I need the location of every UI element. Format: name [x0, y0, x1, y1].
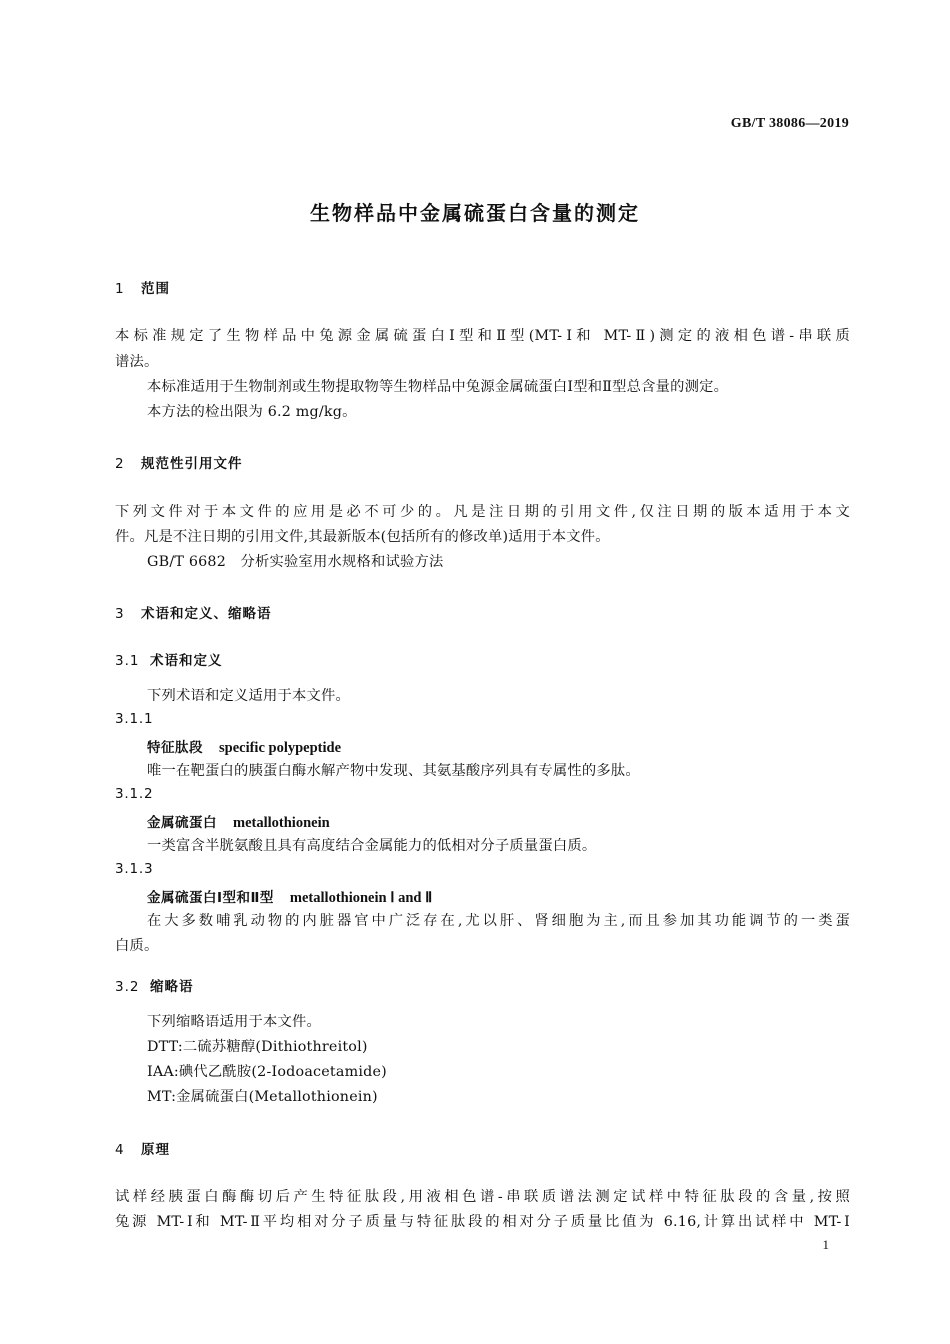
section-title: 规范性引用文件 [141, 456, 243, 472]
normative-reference: GB/T 6682 分析实验室用水规格和试验方法 [147, 554, 444, 570]
term-definition: 唯一在靶蛋白的胰蛋白酶水解产物中发现、其氨基酸序列具有专属性的多肽。 [147, 763, 640, 779]
section-1-heading [115, 277, 170, 297]
section-3-1-heading [115, 649, 223, 669]
term-en: metallothionein Ⅰ and Ⅱ [289, 890, 433, 906]
section-1-paragraph-3: 本方法的检出限为 6.2 mg/kg。 [147, 404, 357, 420]
term-zh: 特征肽段 [147, 740, 203, 756]
abbreviation-item: DTT:二硫苏糖醇(Dithiothreitol) [147, 1039, 368, 1055]
term-definition: 在大多数哺乳动物的内脏器官中广泛存在,尤以肝、肾细胞为主,而且参加其功能调节的一类蛋 [147, 913, 850, 929]
section-1-paragraph-1-cont: 谱法。 [115, 354, 159, 370]
section-number: 3.1 [115, 653, 140, 669]
term-en: specific polypeptide [219, 740, 342, 756]
term-zh: 金属硫蛋白Ⅰ型和Ⅱ型 [147, 890, 274, 906]
section-4-paragraph-1-cont: 兔源 MT-Ⅰ和 MT-Ⅱ平均相对分子质量与特征肽段的相对分子质量比值为 6.16,计算出试样中 MT-Ⅰ [115, 1214, 850, 1230]
page-number: 1 [822, 1237, 829, 1252]
section-title: 原理 [141, 1142, 170, 1158]
term-number: 3.1.2 [115, 786, 154, 802]
standard-code: GB/T 38086—2019 [730, 116, 849, 131]
section-3-2-heading [115, 975, 194, 995]
section-4-paragraph-1: 试样经胰蛋白酶酶切后产生特征肽段,用液相色谱-串联质谱法测定试样中特征肽段的含量,按照 [115, 1189, 850, 1205]
section-3-heading [115, 602, 272, 622]
abbreviation-item: MT:金属硫蛋白(Metallothionein) [147, 1089, 378, 1105]
section-number: 3.2 [115, 979, 140, 995]
section-title: 术语和定义、缩略语 [141, 606, 272, 622]
term-heading [147, 736, 341, 757]
section-2-paragraph-1: 下列文件对于本文件的应用是必不可少的。凡是注日期的引用文件,仅注日期的版本适用于本文 [115, 504, 850, 520]
abbreviation-item: IAA:碘代乙酰胺(2-Iodoacetamide) [147, 1064, 387, 1080]
term-definition-cont: 白质。 [115, 938, 159, 954]
abbreviations-intro: 下列缩略语适用于本文件。 [147, 1014, 321, 1030]
term-number: 3.1.1 [115, 711, 154, 727]
section-number: 2 [115, 456, 125, 472]
term-en: metallothionein [233, 815, 330, 831]
section-number: 4 [115, 1142, 125, 1158]
section-title: 缩略语 [150, 979, 194, 995]
term-definition: 一类富含半胱氨酸且具有高度结合金属能力的低相对分子质量蛋白质。 [147, 838, 597, 854]
term-number: 3.1.3 [115, 861, 154, 877]
section-4-heading [115, 1138, 170, 1158]
document-title: 生物样品中金属硫蛋白含量的测定 [310, 201, 640, 225]
section-title: 术语和定义 [150, 653, 223, 669]
terms-intro: 下列术语和定义适用于本文件。 [147, 688, 350, 704]
section-title: 范围 [141, 281, 170, 297]
section-2-paragraph-1-cont: 件。凡是不注日期的引用文件,其最新版本(包括所有的修改单)适用于本文件。 [115, 529, 610, 545]
section-number: 3 [115, 606, 125, 622]
term-zh: 金属硫蛋白 [147, 815, 217, 831]
section-1-paragraph-2: 本标准适用于生物制剂或生物提取物等生物样品中兔源金属硫蛋白Ⅰ型和Ⅱ型总含量的测定。 [147, 379, 729, 395]
section-1-paragraph-1: 本标准规定了生物样品中兔源金属硫蛋白Ⅰ型和Ⅱ型(MT-Ⅰ和 MT-Ⅱ)测定的液相色谱-串联质 [115, 328, 850, 344]
term-heading [147, 886, 432, 907]
section-2-heading [115, 452, 243, 472]
section-number: 1 [115, 281, 125, 297]
term-heading [147, 811, 330, 832]
